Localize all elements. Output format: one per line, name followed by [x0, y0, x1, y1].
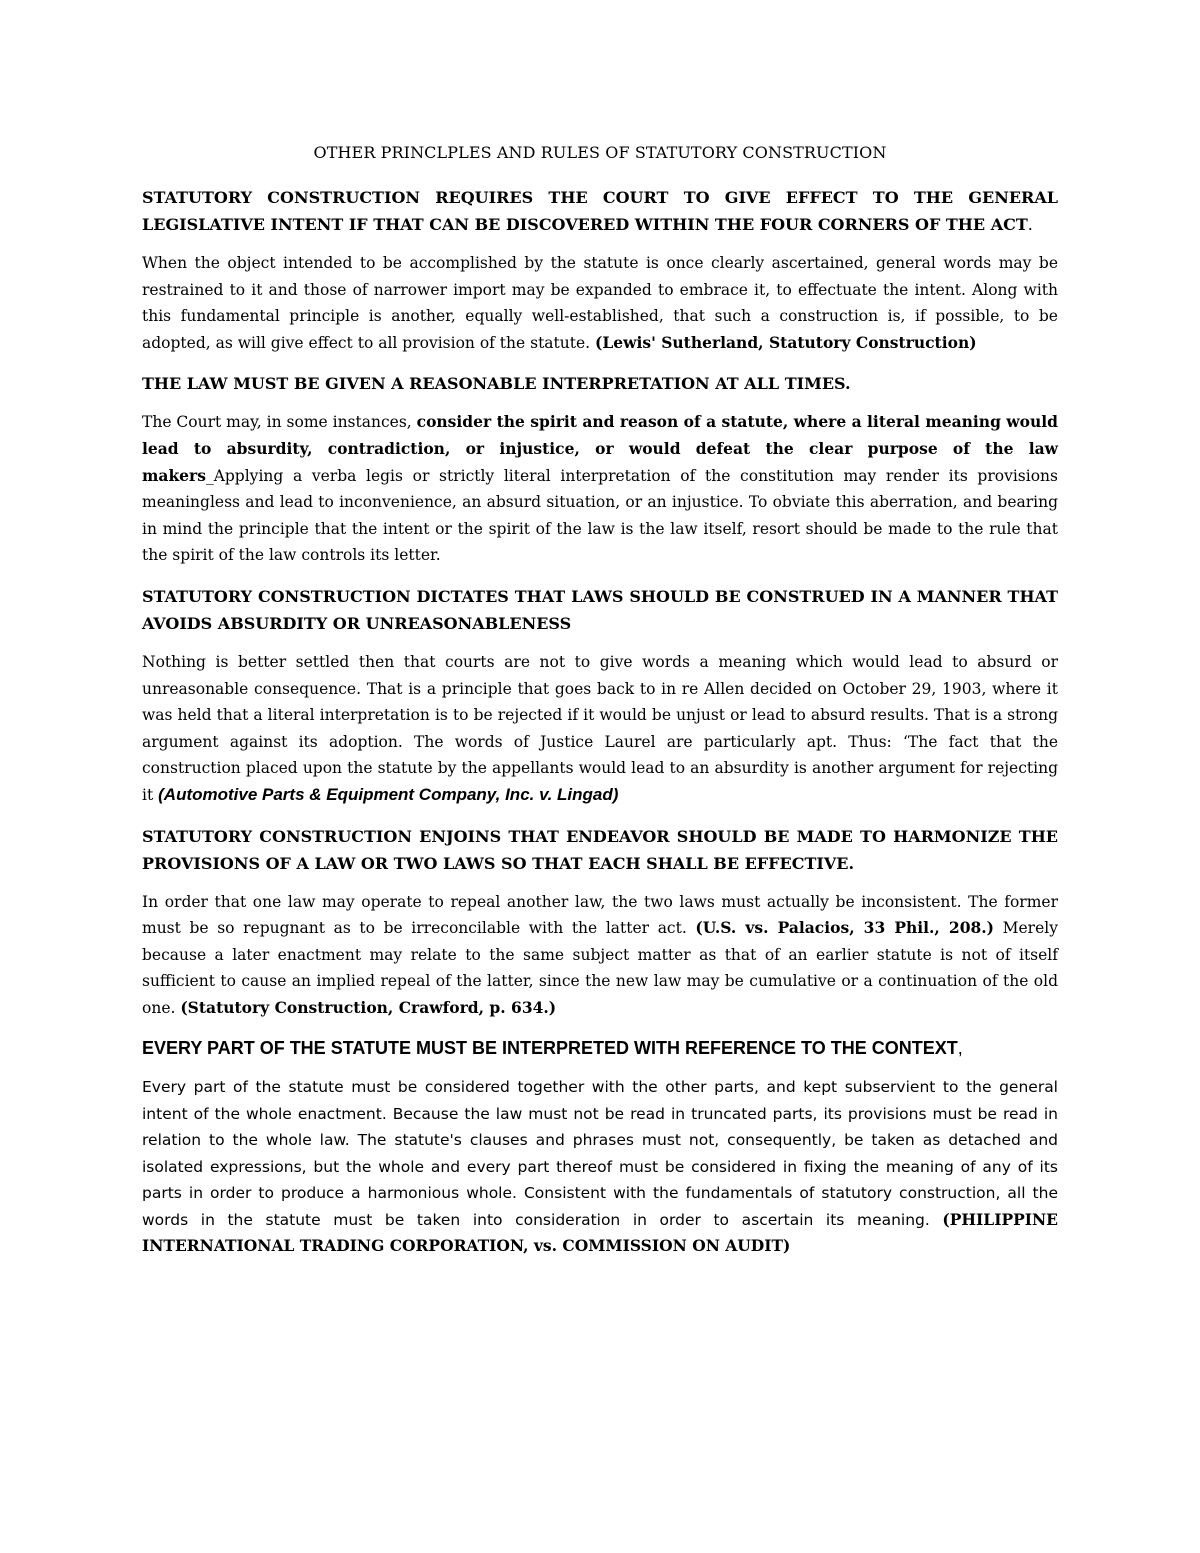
section-heading-5	[142, 1035, 1058, 1062]
section-citation-1: (Lewis' Sutherland, Statutory Construction)	[595, 332, 977, 352]
section-body-2	[142, 409, 1058, 569]
section-body-3	[142, 649, 1058, 809]
section-heading-1	[142, 184, 1058, 238]
section-body-2-intro: The Court may, in some instances,	[142, 413, 417, 432]
section-citation-4a: (U.S. vs. Palacios, 33 Phil., 208.)	[695, 918, 995, 938]
section-heading-1-tail: .	[1027, 215, 1033, 234]
section-heading-2: THE LAW MUST BE GIVEN A REASONABLE INTERPRETATION AT ALL TIMES.	[142, 374, 851, 394]
section-body-5-text: Every part of the statute must be considered together with the other parts, and kept subservient to the general intent of the whole enactment. Because the law must not be read in truncated parts, its provisions must be read in relation to the whole law. The statute's clauses and phrases must not, consequently, be taken as detached and isolated expressions, but the whole and every part thereof must be considered in fixing the meaning of any of its parts in order to produce a harmonious whole. Consistent with the fundamentals of statutory construction, all the words in the statute must be taken into consideration in order to ascertain its meaning.	[142, 1078, 1058, 1229]
section-heading-5-text: EVERY PART OF THE STATUTE MUST BE INTERPRETED WITH REFERENCE TO THE CONTEXT	[142, 1038, 958, 1059]
section-citation-4b: (Statutory Construction, Crawford, p. 634.)	[180, 997, 557, 1017]
section-heading-3: STATUTORY CONSTRUCTION DICTATES THAT LAWS SHOULD BE CONSTRUED IN A MANNER THAT AVOIDS ABSURDITY OR UNREASONABLENESS	[142, 586, 1058, 633]
section-body-5	[142, 1074, 1058, 1259]
section-body-4-text-1: In order that one law may operate to repeal another law, the two laws must actually be inconsistent. The former must be so repugnant as to be irreconcilable with the latter act.	[142, 892, 1058, 938]
section-heading-5-tail: ,	[957, 1038, 963, 1059]
document-title: OTHER PRINCLPLES AND RULES OF STATUTORY CONSTRUCTION	[313, 143, 887, 162]
document-page	[142, 140, 1058, 1273]
section-body-2-rest: _Applying a verba legis or strictly literal interpretation of the constitution may render its provisions meaningless and lead to inconvenience, an absurd situation, or an injustice. To obviate this aberration, and bearing in mind the principle that the intent or the spirit of the law is the law itself, resort should be made to the rule that the spirit of the law controls its letter.	[142, 466, 1058, 565]
section-heading-1-text: STATUTORY CONSTRUCTION REQUIRES THE COURT TO GIVE EFFECT TO THE GENERAL LEGISLATIVE INTENT IF THAT CAN BE DISCOVERED WITHIN THE FOUR CORNERS OF THE ACT	[142, 188, 1058, 234]
section-body-4	[142, 889, 1058, 1022]
section-body-4-text-2: Merely because a later enactment may relate to the same subject matter as that of an earlier statute is not of itself sufficient to cause an implied repeal of the latter, since the new law may be cumulative or a continuation of the old one.	[142, 919, 1058, 1017]
section-citation-3: (Automotive Parts & Equipment Company, Inc. v. Lingad)	[158, 784, 619, 804]
section-body-1	[142, 250, 1058, 356]
section-body-1-text: When the object intended to be accomplished by the statute is once clearly ascertained, general words may be restrained to it and those of narrower import may be expanded to embrace it, to effectuate the intent. Along with this fundamental principle is another, equally well-established, that such a construction is, if possible, to be adopted, as will give effect to all provision of the statute.	[142, 254, 1058, 352]
section-body-2-emphasis: consider the spirit and reason of a statute, where a literal meaning would lead to absurdity, contradiction, or injustice, or would defeat the clear purpose of the law makers	[142, 412, 1058, 485]
section-citation-5: (PHILIPPINE INTERNATIONAL TRADING CORPORATION, vs. COMMISSION ON AUDIT)	[142, 1209, 1058, 1255]
section-body-3-text: Nothing is better settled then that courts are not to give words a meaning which would lead to absurd or unreasonable consequence. That is a principle that goes back to in re Allen decided on October 29, 1903, where it was held that a literal interpretation is to be rejected if it would be unjust or lead to absurd results. That is a strong argument against its adoption. The words of Justice Laurel are particularly apt. Thus: ‘The fact that the construction placed upon the statute by the appellants would lead to an absurdity is another argument for rejecting it	[142, 652, 1058, 804]
section-heading-4: STATUTORY CONSTRUCTION ENJOINS THAT ENDEAVOR SHOULD BE MADE TO HARMONIZE THE PROVISIONS OF A LAW OR TWO LAWS SO THAT EACH SHALL BE EFFECTIVE.	[142, 826, 1058, 873]
